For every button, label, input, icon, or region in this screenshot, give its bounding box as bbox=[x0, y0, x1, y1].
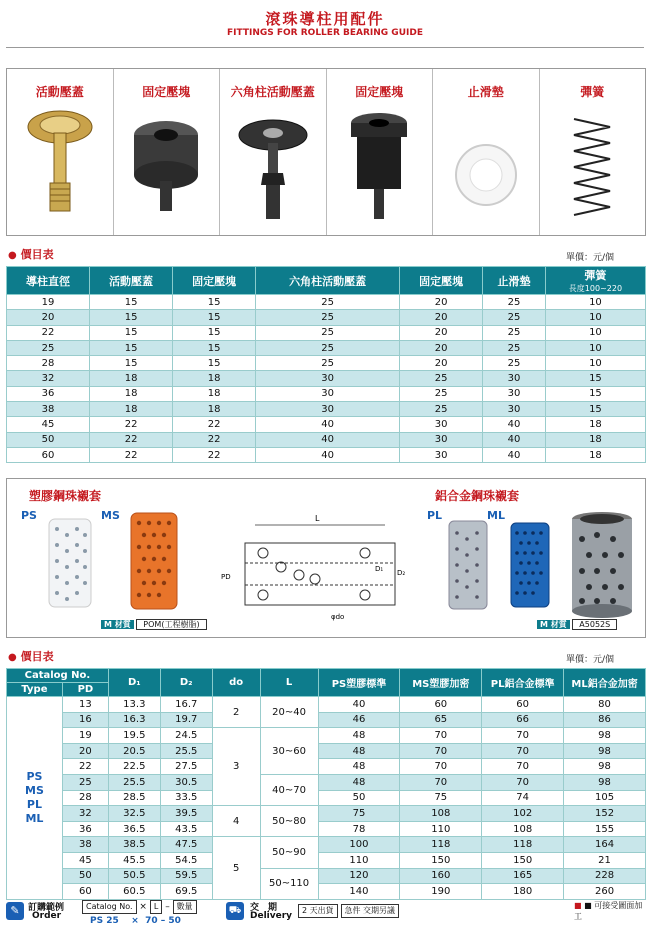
type-code: PL bbox=[26, 797, 42, 811]
header-cell: 導柱直徑 bbox=[7, 267, 90, 295]
table-cell: 155 bbox=[564, 821, 646, 837]
delivery-label-zh: 交 期 bbox=[250, 903, 278, 913]
table-cell: 22 bbox=[173, 447, 256, 462]
table-cell: 22 bbox=[173, 432, 256, 447]
table-cell: 16.7 bbox=[160, 697, 212, 713]
table-cell: 19.5 bbox=[108, 728, 160, 744]
table-cell: 40 bbox=[256, 432, 400, 447]
table-cell: 22 bbox=[7, 325, 90, 340]
table-cell: 15 bbox=[90, 325, 173, 340]
page-title: 滾珠導柱用配件 bbox=[265, 10, 385, 28]
table-row bbox=[7, 402, 646, 417]
table-cell: 60.5 bbox=[108, 884, 160, 900]
cage-section bbox=[6, 478, 646, 638]
table-cell: 25 bbox=[483, 325, 546, 340]
table-cell: 19 bbox=[62, 728, 108, 744]
table-cell: 45.5 bbox=[108, 852, 160, 868]
header-pd: PD bbox=[62, 683, 108, 697]
header-ps: PS塑膠標準 bbox=[318, 669, 400, 697]
table-cell: 30 bbox=[483, 386, 546, 401]
table-cell: 18 bbox=[173, 371, 256, 386]
price-table-2 bbox=[6, 668, 646, 900]
table-cell: 25 bbox=[7, 340, 90, 355]
table-cell: 15 bbox=[90, 356, 173, 371]
table-cell: 5 bbox=[212, 837, 260, 899]
table-cell: 66 bbox=[482, 712, 564, 728]
table-cell: 28 bbox=[62, 790, 108, 806]
table-cell: 40 bbox=[483, 447, 546, 462]
table-cell: 18 bbox=[545, 432, 645, 447]
table-cell: 38 bbox=[7, 402, 90, 417]
header-cell: 活動壓蓋 bbox=[90, 267, 173, 295]
table-cell: 54.5 bbox=[160, 852, 212, 868]
product-card bbox=[114, 69, 221, 235]
product-label: 六角柱活動壓蓋 bbox=[230, 85, 315, 99]
header-cell: 固定壓塊 bbox=[173, 267, 256, 295]
table-cell: 50~90 bbox=[260, 837, 318, 868]
table-cell: 65 bbox=[400, 712, 482, 728]
table-cell: 100 bbox=[318, 837, 400, 853]
table-cell: 190 bbox=[400, 884, 482, 900]
table-cell: 15 bbox=[173, 356, 256, 371]
table-cell: 33.5 bbox=[160, 790, 212, 806]
table-row bbox=[7, 759, 646, 775]
washer-icon bbox=[446, 105, 526, 225]
table-row bbox=[7, 884, 646, 900]
plastic-material: M 材質 POM(工程樹脂) bbox=[101, 619, 207, 630]
type-code: MS bbox=[25, 783, 44, 797]
ml-cage-icon bbox=[507, 519, 553, 611]
alloy-cage-title: 鋁合金鋼珠襯套 bbox=[435, 489, 520, 503]
table-cell: 18 bbox=[173, 402, 256, 417]
table-cell: 80 bbox=[564, 697, 646, 713]
diagram-label-l: L bbox=[315, 514, 320, 523]
table-row bbox=[7, 386, 646, 401]
table-cell: 50 bbox=[62, 868, 108, 884]
table-cell: 25 bbox=[483, 356, 546, 371]
type-code: ML bbox=[25, 811, 44, 825]
table-cell: 108 bbox=[400, 806, 482, 822]
table-cell: 20 bbox=[400, 356, 483, 371]
table-cell: 108 bbox=[482, 821, 564, 837]
table-cell: 22 bbox=[62, 759, 108, 775]
table-cell: 40 bbox=[256, 417, 400, 432]
table-cell: 20~40 bbox=[260, 697, 318, 728]
table-cell: 36 bbox=[7, 386, 90, 401]
type-cell bbox=[7, 697, 63, 900]
table-cell: 30 bbox=[256, 402, 400, 417]
unit-label-1: 單價：元/個 bbox=[566, 253, 615, 263]
table-row bbox=[7, 774, 646, 790]
header-cell: 固定壓塊 bbox=[400, 267, 483, 295]
code-ps: PS bbox=[21, 509, 37, 522]
table-cell: 45 bbox=[7, 417, 90, 432]
table-row bbox=[7, 447, 646, 462]
title-divider bbox=[6, 47, 644, 48]
table-cell: 25 bbox=[483, 340, 546, 355]
table-row bbox=[7, 837, 646, 853]
table-cell: 50.5 bbox=[108, 868, 160, 884]
table-cell: 20 bbox=[400, 325, 483, 340]
table-cell: 70 bbox=[400, 774, 482, 790]
table-cell: 28 bbox=[7, 356, 90, 371]
table-cell: 48 bbox=[318, 774, 400, 790]
delivery-truck-icon: ⛟ bbox=[226, 902, 244, 920]
table-cell: 110 bbox=[318, 852, 400, 868]
table-cell: 160 bbox=[400, 868, 482, 884]
table-cell: 19.7 bbox=[160, 712, 212, 728]
code-ms: MS bbox=[101, 509, 120, 522]
product-label: 止滑墊 bbox=[467, 85, 504, 99]
table-cell: 16 bbox=[62, 712, 108, 728]
table-cell: 25.5 bbox=[108, 774, 160, 790]
product-gallery bbox=[6, 68, 646, 236]
table-cell: 25 bbox=[256, 295, 400, 310]
table-cell: 150 bbox=[400, 852, 482, 868]
table-cell: 74 bbox=[482, 790, 564, 806]
alloy-material: M 材質 A5052S bbox=[537, 619, 617, 630]
table-cell: 20.5 bbox=[108, 743, 160, 759]
alloy-bushing-icon bbox=[567, 509, 637, 619]
table-cell: 22.5 bbox=[108, 759, 160, 775]
table-cell: 30~60 bbox=[260, 728, 318, 775]
diagram-label-d2: D₂ bbox=[397, 569, 406, 577]
order-label-en: Order bbox=[32, 911, 62, 921]
table-cell: 50 bbox=[318, 790, 400, 806]
header-l: L bbox=[260, 669, 318, 697]
table-row bbox=[7, 371, 646, 386]
table-cell: 70 bbox=[400, 743, 482, 759]
table-cell: 18 bbox=[90, 371, 173, 386]
table-cell: 18 bbox=[545, 417, 645, 432]
table-cell: 40 bbox=[318, 697, 400, 713]
table-cell: 22 bbox=[173, 417, 256, 432]
table-cell: 98 bbox=[564, 759, 646, 775]
table-cell: 45 bbox=[62, 852, 108, 868]
table-cell: 4 bbox=[212, 806, 260, 837]
table-cell: 40 bbox=[256, 447, 400, 462]
order-label-zh: 訂購範例 bbox=[28, 903, 65, 913]
order-icon: ✎ bbox=[6, 902, 24, 920]
product-card bbox=[433, 69, 540, 235]
table-cell: 30 bbox=[256, 371, 400, 386]
table-row bbox=[7, 310, 646, 325]
table-cell: 10 bbox=[545, 310, 645, 325]
table-row bbox=[7, 417, 646, 432]
table-cell: 15 bbox=[173, 325, 256, 340]
order-format: Catalog No. × L – 數量 bbox=[82, 900, 197, 914]
table-cell: 15 bbox=[545, 371, 645, 386]
table-cell: 75 bbox=[318, 806, 400, 822]
header-ms: MS塑膠加密 bbox=[400, 669, 482, 697]
plastic-cage-title: 塑膠鋼珠襯套 bbox=[29, 489, 102, 503]
code-pl: PL bbox=[427, 509, 443, 522]
table-cell: 32 bbox=[7, 371, 90, 386]
table-cell: 120 bbox=[318, 868, 400, 884]
table-cell: 260 bbox=[564, 884, 646, 900]
table-cell: 19 bbox=[7, 295, 90, 310]
type-code: PS bbox=[26, 769, 43, 783]
pl-cage-icon bbox=[445, 517, 491, 613]
header-ml: ML鋁合金加密 bbox=[564, 669, 646, 697]
table-cell: 59.5 bbox=[160, 868, 212, 884]
product-card bbox=[540, 69, 646, 235]
table-cell: 38.5 bbox=[108, 837, 160, 853]
table-row bbox=[7, 852, 646, 868]
ps-cage-icon bbox=[45, 515, 95, 611]
table-cell: 164 bbox=[564, 837, 646, 853]
table-cell: 18 bbox=[173, 386, 256, 401]
fixed-block-tall-icon bbox=[339, 105, 419, 225]
table-cell: 13.3 bbox=[108, 697, 160, 713]
table-row bbox=[7, 356, 646, 371]
unit-label-2: 單價：元/個 bbox=[566, 655, 615, 665]
table-cell: 86 bbox=[564, 712, 646, 728]
table-cell: 118 bbox=[400, 837, 482, 853]
table-cell: 25 bbox=[483, 295, 546, 310]
table-cell: 10 bbox=[545, 340, 645, 355]
table-row bbox=[7, 697, 646, 713]
table-cell: 22 bbox=[90, 417, 173, 432]
table-cell: 30 bbox=[400, 432, 483, 447]
table-cell: 30 bbox=[483, 402, 546, 417]
page-subtitle: FITTINGS FOR ROLLER BEARING GUIDE bbox=[227, 28, 423, 38]
table-cell: 228 bbox=[564, 868, 646, 884]
table-cell: 15 bbox=[90, 295, 173, 310]
table-cell: 36 bbox=[62, 821, 108, 837]
table-cell: 60 bbox=[62, 884, 108, 900]
table-cell: 180 bbox=[482, 884, 564, 900]
table-cell: 3 bbox=[212, 728, 260, 806]
table-cell: 60 bbox=[7, 447, 90, 462]
order-example: PS 25 × 70 – 50 bbox=[90, 916, 181, 926]
table-cell: 43.5 bbox=[160, 821, 212, 837]
table-cell: 28.5 bbox=[108, 790, 160, 806]
table-cell: 46 bbox=[318, 712, 400, 728]
diagram-label-do: φdo bbox=[331, 613, 345, 621]
table-cell: 165 bbox=[482, 868, 564, 884]
table-cell: 21 bbox=[564, 852, 646, 868]
table-cell: 15 bbox=[173, 310, 256, 325]
product-card bbox=[220, 69, 327, 235]
spring-icon bbox=[552, 105, 632, 225]
table-cell: 50~110 bbox=[260, 868, 318, 899]
diagram-label-pd: PD bbox=[221, 573, 231, 581]
table-cell: 70 bbox=[482, 728, 564, 744]
table-cell: 10 bbox=[545, 295, 645, 310]
ms-cage-icon bbox=[127, 509, 181, 613]
table-row bbox=[7, 806, 646, 822]
table-cell: 10 bbox=[545, 325, 645, 340]
table-cell: 48 bbox=[318, 728, 400, 744]
table-cell: 25 bbox=[400, 371, 483, 386]
price-heading-2: ● 價目表 bbox=[8, 650, 54, 663]
table-cell: 50 bbox=[7, 432, 90, 447]
diagram-label-d1: D₁ bbox=[375, 565, 384, 573]
table-row bbox=[7, 340, 646, 355]
table-cell: 15 bbox=[173, 295, 256, 310]
table-cell: 140 bbox=[318, 884, 400, 900]
table-cell: 2 bbox=[212, 697, 260, 728]
table-cell: 38 bbox=[62, 837, 108, 853]
header-cell: 六角柱活動壓蓋 bbox=[256, 267, 400, 295]
table-cell: 25 bbox=[256, 340, 400, 355]
drawing-note: ■ ■ 可接受圖面加工 bbox=[574, 901, 643, 921]
table-cell: 24.5 bbox=[160, 728, 212, 744]
table-cell: 98 bbox=[564, 728, 646, 744]
table-cell: 30 bbox=[256, 386, 400, 401]
price-heading-1: ● 價目表 bbox=[8, 248, 54, 261]
table-cell: 105 bbox=[564, 790, 646, 806]
table-cell: 18 bbox=[545, 447, 645, 462]
header-d1: D₁ bbox=[108, 669, 160, 697]
footer bbox=[6, 900, 646, 940]
table-cell: 25 bbox=[400, 386, 483, 401]
movable-cap-icon bbox=[20, 105, 100, 225]
table-cell: 25.5 bbox=[160, 743, 212, 759]
price-table-1 bbox=[6, 266, 646, 463]
table-cell: 75 bbox=[400, 790, 482, 806]
table-cell: 18 bbox=[90, 402, 173, 417]
table-cell: 22 bbox=[90, 432, 173, 447]
table-cell: 16.3 bbox=[108, 712, 160, 728]
header-type: Type bbox=[7, 683, 63, 697]
table-row bbox=[7, 295, 646, 310]
table-cell: 48 bbox=[318, 743, 400, 759]
table-cell: 30.5 bbox=[160, 774, 212, 790]
code-ml: ML bbox=[487, 509, 505, 522]
table-cell: 30 bbox=[400, 447, 483, 462]
table-cell: 39.5 bbox=[160, 806, 212, 822]
table-cell: 25 bbox=[400, 402, 483, 417]
table-cell: 13 bbox=[62, 697, 108, 713]
product-card bbox=[327, 69, 434, 235]
table-cell: 25 bbox=[483, 310, 546, 325]
table-cell: 27.5 bbox=[160, 759, 212, 775]
table-cell: 36.5 bbox=[108, 821, 160, 837]
table-row bbox=[7, 712, 646, 728]
table-cell: 20 bbox=[400, 310, 483, 325]
table-cell: 32 bbox=[62, 806, 108, 822]
table-cell: 70 bbox=[482, 774, 564, 790]
header-cell: 彈簧 長度100~220 bbox=[545, 267, 645, 295]
table-cell: 30 bbox=[400, 417, 483, 432]
product-card bbox=[7, 69, 114, 235]
table-cell: 70 bbox=[482, 759, 564, 775]
product-label: 固定壓塊 bbox=[355, 85, 404, 99]
header-pl: PL鋁合金標準 bbox=[482, 669, 564, 697]
header-cell: 止滑墊 bbox=[483, 267, 546, 295]
table-cell: 98 bbox=[564, 774, 646, 790]
table-cell: 25 bbox=[256, 325, 400, 340]
table-cell: 25 bbox=[62, 774, 108, 790]
table-cell: 48 bbox=[318, 759, 400, 775]
table-row bbox=[7, 743, 646, 759]
table-row bbox=[7, 790, 646, 806]
table-cell: 40 bbox=[483, 432, 546, 447]
table-cell: 20 bbox=[400, 340, 483, 355]
table-cell: 60 bbox=[482, 697, 564, 713]
delivery-options: 2 天出貨 急件 交期另議 bbox=[298, 904, 399, 918]
product-label: 活動壓蓋 bbox=[35, 85, 84, 99]
table-cell: 152 bbox=[564, 806, 646, 822]
product-label: 彈簧 bbox=[580, 85, 605, 99]
table-row bbox=[7, 728, 646, 744]
table-header-row bbox=[7, 267, 646, 295]
table-row bbox=[7, 432, 646, 447]
table-cell: 15 bbox=[90, 310, 173, 325]
table-cell: 20 bbox=[62, 743, 108, 759]
table-cell: 30 bbox=[483, 371, 546, 386]
table-cell: 50~80 bbox=[260, 806, 318, 837]
table-cell: 15 bbox=[545, 402, 645, 417]
table-cell: 40 bbox=[483, 417, 546, 432]
delivery-label-en: Delivery bbox=[250, 911, 293, 921]
cage-dimension-diagram bbox=[215, 507, 411, 629]
table-cell: 47.5 bbox=[160, 837, 212, 853]
table-cell: 15 bbox=[545, 386, 645, 401]
table-cell: 98 bbox=[564, 743, 646, 759]
table-cell: 18 bbox=[90, 386, 173, 401]
fixed-block-icon bbox=[126, 105, 206, 225]
table-cell: 70 bbox=[482, 743, 564, 759]
table-cell: 78 bbox=[318, 821, 400, 837]
header-do: do bbox=[212, 669, 260, 697]
table-cell: 150 bbox=[482, 852, 564, 868]
table-cell: 32.5 bbox=[108, 806, 160, 822]
table-cell: 22 bbox=[90, 447, 173, 462]
table-row bbox=[7, 325, 646, 340]
table-cell: 118 bbox=[482, 837, 564, 853]
table-cell: 69.5 bbox=[160, 884, 212, 900]
table-cell: 70 bbox=[400, 759, 482, 775]
table-cell: 20 bbox=[7, 310, 90, 325]
header-catalog: Catalog No. bbox=[7, 669, 109, 683]
table-cell: 20 bbox=[400, 295, 483, 310]
table-cell: 15 bbox=[90, 340, 173, 355]
hex-movable-cap-icon bbox=[233, 105, 313, 225]
table-row bbox=[7, 868, 646, 884]
table-cell: 110 bbox=[400, 821, 482, 837]
table-cell: 25 bbox=[256, 310, 400, 325]
header-d2: D₂ bbox=[160, 669, 212, 697]
table-cell: 10 bbox=[545, 356, 645, 371]
table-cell: 15 bbox=[173, 340, 256, 355]
product-label: 固定壓塊 bbox=[142, 85, 191, 99]
table-cell: 40~70 bbox=[260, 774, 318, 805]
table-cell: 60 bbox=[400, 697, 482, 713]
table-cell: 70 bbox=[400, 728, 482, 744]
table-cell: 102 bbox=[482, 806, 564, 822]
table-row bbox=[7, 821, 646, 837]
table-cell: 25 bbox=[256, 356, 400, 371]
